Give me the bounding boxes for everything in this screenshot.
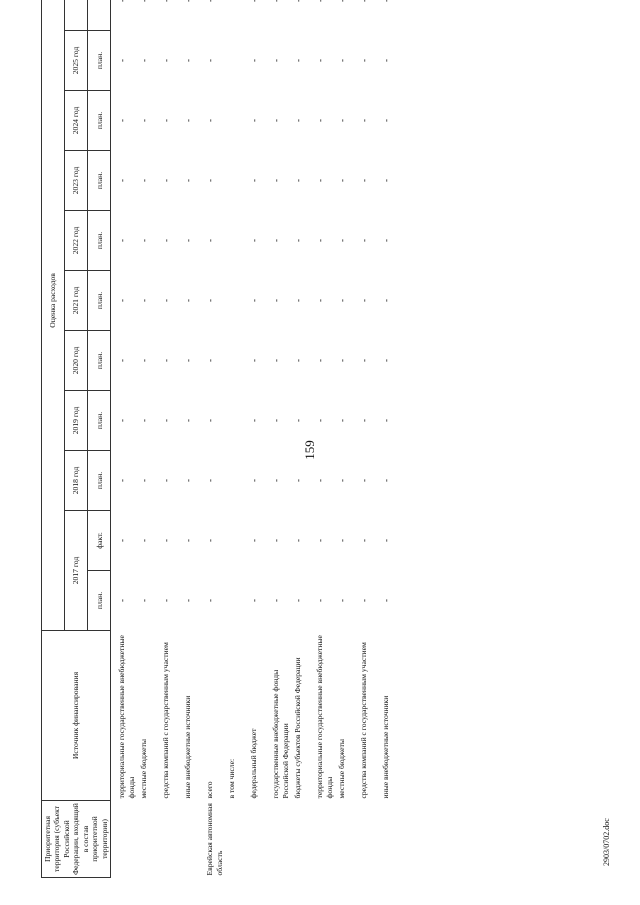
value-cell: -: [183, 179, 194, 182]
value-cell: -: [381, 479, 392, 482]
value-cell: -: [271, 599, 282, 602]
value-cell: [226, 271, 248, 331]
value-cell: [226, 391, 248, 451]
value-cell: -: [315, 539, 326, 542]
header-subcol: план.: [88, 31, 111, 91]
value-cell: -: [315, 419, 326, 422]
value-cell: -: [271, 539, 282, 542]
value-cell: -: [205, 299, 216, 302]
value-cell: -: [205, 239, 216, 242]
table-row: [248, 0, 270, 878]
value-cell: -: [315, 0, 326, 2]
value-cell: -: [359, 299, 370, 302]
value-cell: -: [315, 359, 326, 362]
value-cell: -: [381, 59, 392, 62]
table-body: [111, 0, 403, 878]
value-cell: -: [183, 539, 194, 542]
value-cell: -: [337, 359, 348, 362]
value-cell: [226, 451, 248, 511]
value-cell: -: [359, 179, 370, 182]
value-cell: -: [359, 59, 370, 62]
value-cell: -: [293, 539, 304, 542]
header-subcol: план.: [88, 151, 111, 211]
value-cell: [226, 31, 248, 91]
table-row: [226, 0, 248, 878]
value-cell: -: [117, 239, 128, 242]
territory-cell: [380, 801, 402, 878]
header-estimate: Оценка расходов: [42, 0, 65, 631]
value-cell: -: [161, 419, 172, 422]
value-cell: -: [337, 239, 348, 242]
value-cell: -: [183, 359, 194, 362]
source-cell: средства компаний с государственным участием: [161, 642, 171, 799]
value-cell: -: [205, 179, 216, 182]
value-cell: -: [117, 419, 128, 422]
value-cell: -: [337, 119, 348, 122]
value-cell: -: [381, 0, 392, 2]
value-cell: -: [117, 539, 128, 542]
value-cell: -: [139, 539, 150, 542]
value-cell: -: [293, 299, 304, 302]
value-cell: -: [337, 419, 348, 422]
value-cell: -: [139, 299, 150, 302]
source-cell: всего: [205, 781, 215, 799]
value-cell: -: [315, 479, 326, 482]
value-cell: -: [315, 239, 326, 242]
value-cell: -: [183, 479, 194, 482]
territory-cell: Еврейская автономная область: [205, 803, 224, 876]
header-subcol: план.: [88, 271, 111, 331]
value-cell: -: [183, 119, 194, 122]
value-cell: [226, 511, 248, 571]
value-cell: -: [359, 119, 370, 122]
header-year: 2017 год: [65, 511, 88, 631]
territory-cell: [226, 801, 248, 878]
value-cell: -: [249, 299, 260, 302]
source-cell: местные бюджеты: [337, 739, 347, 799]
source-cell: иные внебюджетные источники: [183, 695, 193, 799]
territory-cell: [292, 801, 314, 878]
value-cell: -: [139, 359, 150, 362]
value-cell: -: [139, 419, 150, 422]
value-cell: -: [117, 599, 128, 602]
value-cell: -: [293, 59, 304, 62]
value-cell: -: [359, 539, 370, 542]
value-cell: -: [271, 119, 282, 122]
source-cell: местные бюджеты: [139, 739, 149, 799]
value-cell: -: [161, 239, 172, 242]
header-year: 2019 год: [65, 391, 88, 451]
value-cell: -: [271, 179, 282, 182]
value-cell: -: [117, 299, 128, 302]
header-year: 2025 год: [65, 31, 88, 91]
value-cell: -: [205, 359, 216, 362]
value-cell: [226, 211, 248, 271]
value-cell: -: [161, 59, 172, 62]
source-cell: государственные внебюджетные фонды Российской Федерации: [271, 669, 290, 799]
value-cell: -: [205, 479, 216, 482]
value-cell: -: [293, 0, 304, 2]
source-cell: иные внебюджетные источники: [381, 695, 391, 799]
header-year: 2020 год: [65, 331, 88, 391]
rotated-table-container: [41, 0, 597, 878]
value-cell: -: [183, 239, 194, 242]
value-cell: -: [359, 359, 370, 362]
header-subcol: план.: [88, 391, 111, 451]
value-cell: -: [293, 119, 304, 122]
header-subcol: план.: [88, 211, 111, 271]
value-cell: -: [117, 479, 128, 482]
source-cell: бюджеты субъектов Российской Федерации: [293, 657, 303, 799]
value-cell: -: [249, 119, 260, 122]
value-cell: -: [205, 419, 216, 422]
value-cell: -: [381, 599, 392, 602]
footer-file-code: 2903/0702.doc: [602, 818, 611, 866]
value-cell: -: [315, 119, 326, 122]
table-row: [270, 0, 292, 878]
value-cell: -: [249, 239, 260, 242]
value-cell: -: [293, 599, 304, 602]
header-year: [65, 0, 88, 31]
table-row: [138, 0, 160, 878]
value-cell: -: [337, 0, 348, 2]
value-cell: -: [293, 479, 304, 482]
value-cell: -: [161, 299, 172, 302]
source-cell: средства компаний с государственным участием: [359, 642, 369, 799]
value-cell: -: [359, 419, 370, 422]
value-cell: -: [337, 179, 348, 182]
value-cell: -: [271, 0, 282, 2]
value-cell: -: [249, 59, 260, 62]
value-cell: -: [161, 179, 172, 182]
value-cell: -: [117, 179, 128, 182]
header-year: 2023 год: [65, 151, 88, 211]
header-subcol: план.: [88, 571, 111, 631]
value-cell: -: [293, 239, 304, 242]
value-cell: -: [139, 59, 150, 62]
value-cell: -: [183, 0, 194, 2]
value-cell: -: [359, 239, 370, 242]
table-row: [111, 0, 139, 878]
value-cell: [226, 331, 248, 391]
value-cell: -: [183, 59, 194, 62]
value-cell: -: [315, 299, 326, 302]
value-cell: -: [359, 0, 370, 2]
header-subcol: план.: [88, 451, 111, 511]
value-cell: [226, 571, 248, 631]
value-cell: -: [183, 419, 194, 422]
value-cell: -: [337, 479, 348, 482]
value-cell: -: [381, 179, 392, 182]
value-cell: -: [161, 359, 172, 362]
value-cell: -: [139, 599, 150, 602]
value-cell: -: [117, 59, 128, 62]
value-cell: -: [249, 0, 260, 2]
value-cell: -: [293, 359, 304, 362]
territory-cell: [248, 801, 270, 878]
value-cell: -: [249, 179, 260, 182]
value-cell: -: [337, 539, 348, 542]
value-cell: -: [293, 179, 304, 182]
table-row: [336, 0, 358, 878]
value-cell: -: [337, 59, 348, 62]
value-cell: -: [161, 119, 172, 122]
source-cell: федеральный бюджет: [249, 728, 259, 799]
value-cell: -: [271, 359, 282, 362]
table-row: [380, 0, 402, 878]
value-cell: -: [161, 599, 172, 602]
value-cell: -: [117, 0, 128, 2]
value-cell: -: [381, 299, 392, 302]
value-cell: -: [139, 239, 150, 242]
header-year: 2021 год: [65, 271, 88, 331]
value-cell: -: [183, 599, 194, 602]
value-cell: -: [139, 479, 150, 482]
value-cell: -: [249, 359, 260, 362]
value-cell: -: [337, 599, 348, 602]
header-year: 2022 год: [65, 211, 88, 271]
table-row: [314, 0, 336, 878]
header-year: 2018 год: [65, 451, 88, 511]
value-cell: -: [271, 419, 282, 422]
value-cell: -: [161, 539, 172, 542]
value-cell: -: [139, 119, 150, 122]
value-cell: -: [139, 0, 150, 2]
value-cell: -: [249, 479, 260, 482]
funding-table: [41, 0, 402, 878]
value-cell: -: [205, 119, 216, 122]
value-cell: -: [205, 539, 216, 542]
value-cell: -: [205, 599, 216, 602]
table-row: [160, 0, 182, 878]
value-cell: -: [249, 419, 260, 422]
value-cell: -: [249, 599, 260, 602]
territory-cell: [138, 801, 160, 878]
territory-cell: [314, 801, 336, 878]
header-subcol: [88, 0, 111, 31]
header-year: 2024 год: [65, 91, 88, 151]
value-cell: -: [337, 299, 348, 302]
value-cell: -: [381, 359, 392, 362]
value-cell: -: [359, 599, 370, 602]
value-cell: -: [249, 539, 260, 542]
table-row: [358, 0, 380, 878]
territory-cell: [336, 801, 358, 878]
table-row: [292, 0, 314, 878]
value-cell: -: [117, 119, 128, 122]
value-cell: -: [315, 599, 326, 602]
value-cell: -: [183, 299, 194, 302]
territory-cell: [182, 801, 204, 878]
territory-cell: [160, 801, 182, 878]
value-cell: -: [271, 479, 282, 482]
value-cell: [226, 91, 248, 151]
value-cell: -: [381, 419, 392, 422]
value-cell: -: [381, 119, 392, 122]
page-number: 159: [302, 440, 317, 460]
value-cell: -: [271, 59, 282, 62]
value-cell: [226, 0, 248, 31]
header-source: Источник финансирования: [42, 631, 111, 801]
header-subcol: план.: [88, 91, 111, 151]
territory-cell: [111, 801, 139, 878]
header-territory: Приоритетная территория (субъект Российской Федерации, входящий в состав приоритетной территории): [42, 801, 111, 878]
value-cell: -: [161, 479, 172, 482]
value-cell: -: [139, 179, 150, 182]
territory-cell: [270, 801, 292, 878]
value-cell: -: [205, 0, 216, 2]
value-cell: -: [205, 59, 216, 62]
value-cell: -: [117, 359, 128, 362]
table-row: [204, 0, 226, 878]
value-cell: [226, 151, 248, 211]
value-cell: -: [315, 179, 326, 182]
value-cell: -: [381, 239, 392, 242]
value-cell: -: [359, 479, 370, 482]
value-cell: -: [271, 299, 282, 302]
territory-cell: [358, 801, 380, 878]
table-row: [182, 0, 204, 878]
value-cell: -: [381, 539, 392, 542]
value-cell: -: [315, 59, 326, 62]
value-cell: -: [293, 419, 304, 422]
header-subcol: факт.: [88, 511, 111, 571]
value-cell: -: [161, 0, 172, 2]
source-cell: территориальные государственные внебюджетные фонды: [315, 635, 334, 799]
source-cell: территориальные государственные внебюджетные фонды: [117, 635, 136, 799]
value-cell: -: [271, 239, 282, 242]
header-subcol: план.: [88, 331, 111, 391]
source-cell: в том числе:: [227, 758, 237, 799]
